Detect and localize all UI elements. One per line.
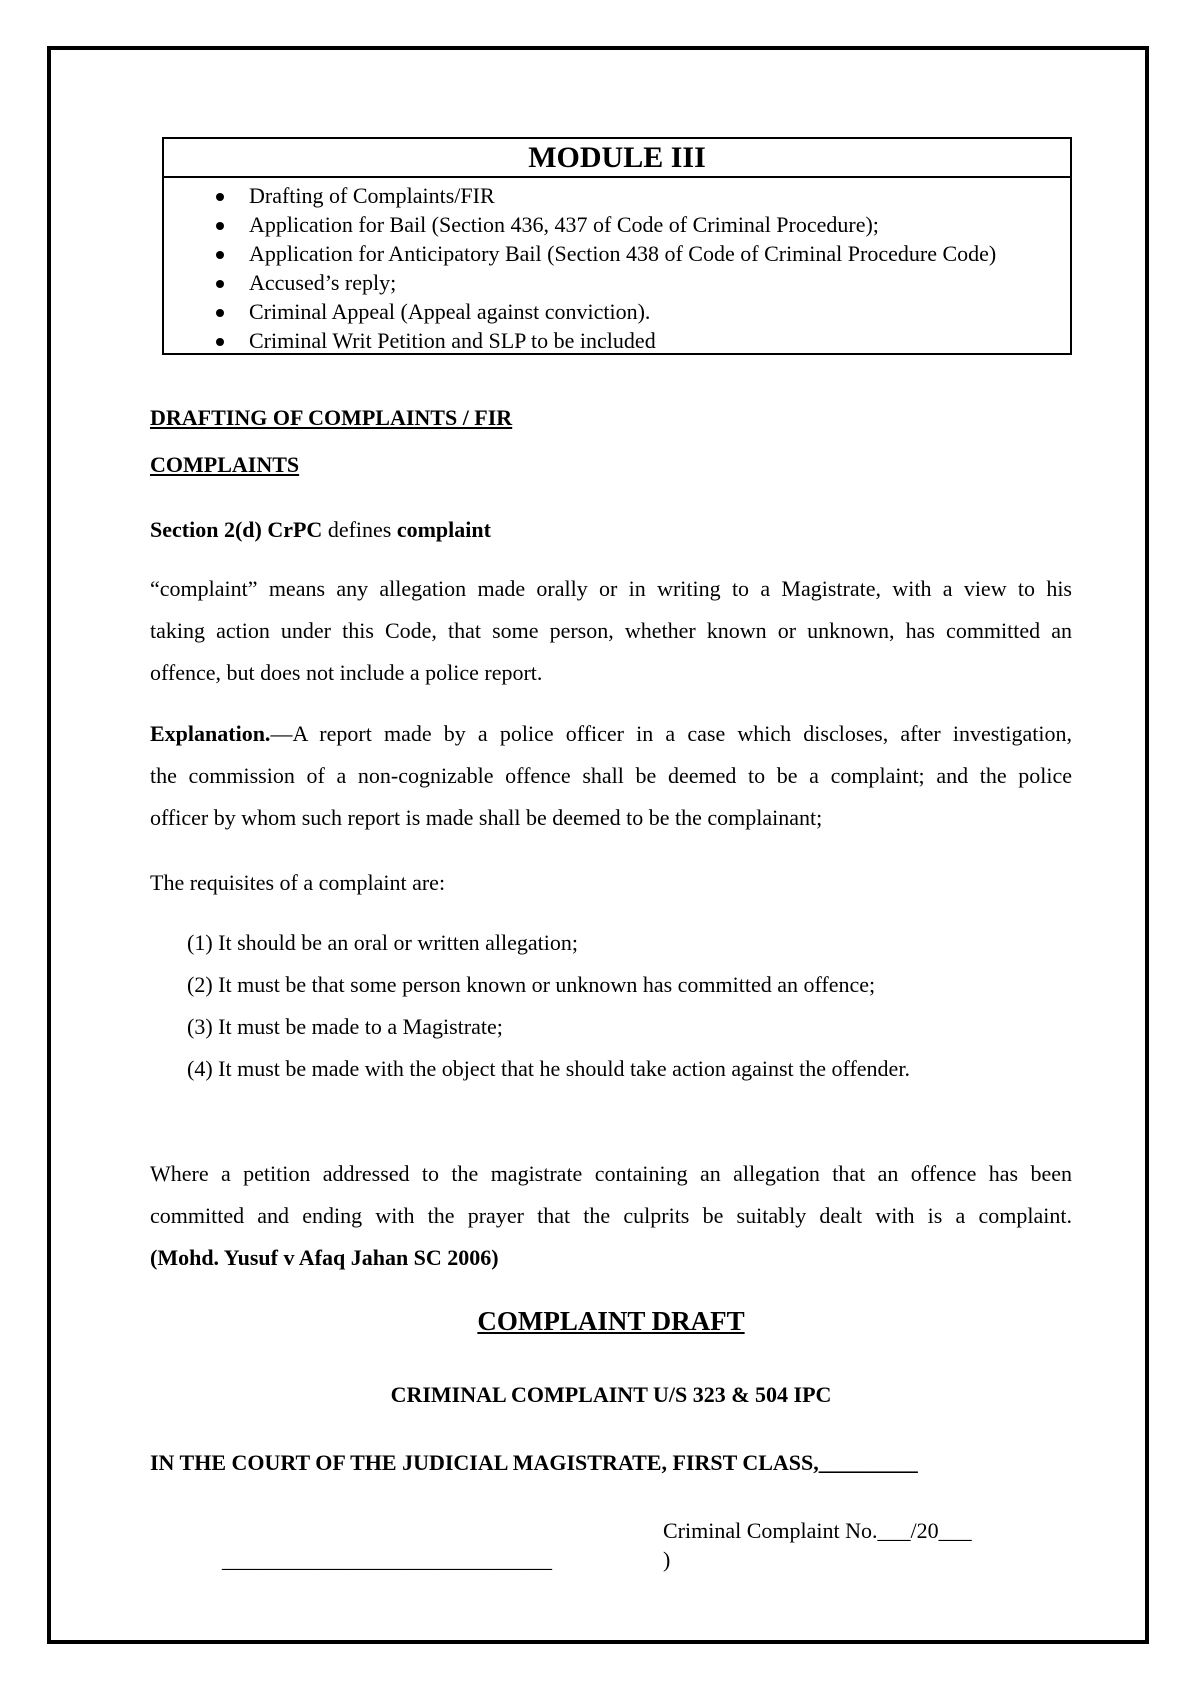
case-line: Where a petition addressed to the magistrate containing an allegation that an offence has been [150,1161,1072,1186]
section-reference: Section 2(d) CrPC [150,517,323,542]
module-topic-item: Drafting of Complaints/FIR [164,181,1070,210]
module-topic-item: Application for Bail (Section 436, 437 of Code of Criminal Procedure); [164,210,1070,239]
case-line: committed and ending with the prayer that the culprits be suitably dealt with is a complaint. [150,1203,1072,1228]
requisite-item: (1) It should be an oral or written allegation; [187,930,578,955]
module-title: MODULE III [164,139,1070,178]
case-paragraph [150,1153,1072,1279]
complaint-definition [150,568,1072,694]
requisite-item: (2) It must be that some person known or unknown has committed an offence; [187,972,876,997]
explanation-text: —A report made by a police officer in a case which discloses, after investigation, [270,721,1072,746]
explanation-line: the commission of a non-cognizable offence shall be deemed to be a complaint; and the police [150,763,1072,788]
party-name-blank: ______________________________ [222,1547,552,1572]
module-topic-item: Criminal Writ Petition and SLP to be included [164,326,1070,355]
explanation-line: officer by whom such report is made shall be deemed to be the complainant; [150,805,823,830]
definition-line: “complaint” means any allegation made orally or in writing to a Magistrate, with a view to his [150,576,1072,601]
requisites-list [187,922,910,1090]
explanation-paragraph [150,713,1072,839]
defined-term: complaint [396,517,491,542]
court-heading: IN THE COURT OF THE JUDICIAL MAGISTRATE, FIRST CLASS,_________ [150,1450,918,1475]
explanation-line [150,713,1072,755]
definition-line: offence, but does not include a police report. [150,660,543,685]
section-definition-line [150,517,491,543]
explanation-label: Explanation. [150,721,271,746]
section-verb: defines [322,517,397,542]
case-citation: (Mohd. Yusuf v Afaq Jahan SC 2006) [150,1245,499,1270]
drafting-heading: DRAFTING OF COMPLAINTS / FIR [150,405,513,430]
complaint-draft-subtitle: CRIMINAL COMPLAINT U/S 323 & 504 IPC [390,1382,832,1407]
closing-parenthesis: ) [663,1547,671,1572]
module-topic-item: Accused’s reply; [164,268,1070,297]
definition-line: taking action under this Code, that some person, whether known or unknown, has committed an [150,618,1072,643]
module-box [162,137,1072,355]
complaints-heading: COMPLAINTS [150,452,300,477]
case-citation-line [150,1237,1072,1279]
requisites-intro: The requisites of a complaint are: [150,870,446,895]
complaint-draft-title: COMPLAINT DRAFT [477,1306,745,1336]
requisite-item: (3) It must be made to a Magistrate; [187,1014,503,1039]
module-topic-item: Criminal Appeal (Appeal against conviction). [164,297,1070,326]
requisite-item: (4) It must be made with the object that he should take action against the offender. [187,1056,910,1081]
module-topic-list [164,178,1070,355]
module-topic-item: Application for Anticipatory Bail (Section 438 of Code of Criminal Procedure Code) [164,239,1070,268]
complaint-number: Criminal Complaint No.___/20___ [663,1518,972,1543]
